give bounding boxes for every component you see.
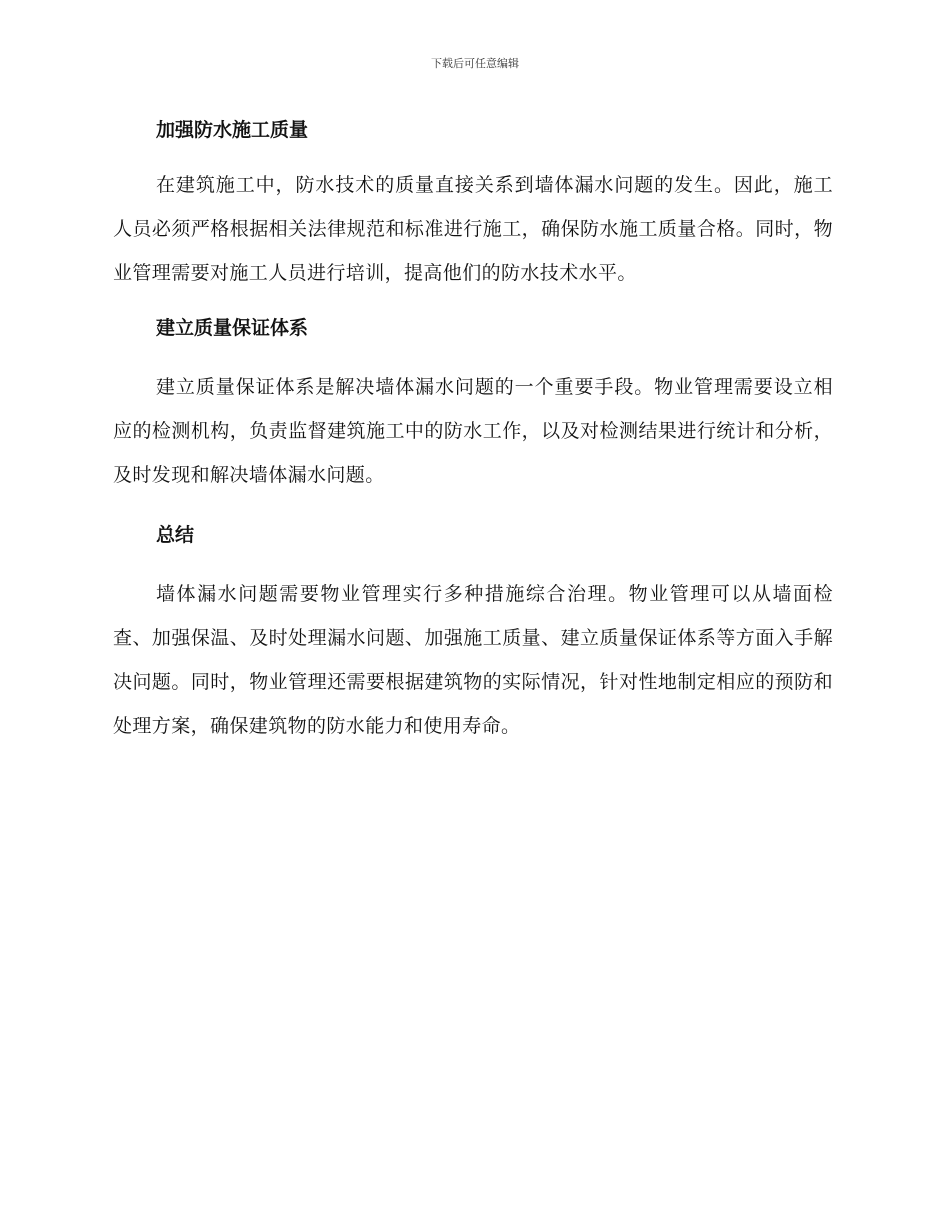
section-heading-waterproofing-quality: 加强防水施工质量	[156, 119, 309, 141]
page-header-note: 下载后可任意编辑	[431, 57, 519, 70]
section-heading-summary: 总结	[156, 524, 195, 546]
document-body	[113, 110, 833, 748]
section-paragraph-quality-assurance: 建立质量保证体系是解决墙体漏水问题的一个重要手段。物业管理需要设立相应的检测机构，负责监督建筑施工中的防水工作，以及对检测结果进行统计和分析，及时发现和解决墙体漏水问题。	[113, 376, 833, 486]
section-paragraph-summary: 墙体漏水问题需要物业管理实行多种措施综合治理。物业管理可以从墙面检查、加强保温、及时处理漏水问题、加强施工质量、建立质量保证体系等方面入手解决问题。同时，物业管理还需要根据建筑物的实际情况，针对性地制定相应的预防和处理方案，确保建筑物的防水能力和使用寿命。	[113, 583, 833, 737]
section-paragraph-waterproofing-quality: 在建筑施工中，防水技术的质量直接关系到墙体漏水问题的发生。因此，施工人员必须严格根据相关法律规范和标准进行施工，确保防水施工质量合格。同时，物业管理需要对施工人员进行培训，提高他们的防水技术水平。	[113, 174, 833, 284]
section-heading-quality-assurance: 建立质量保证体系	[156, 317, 309, 339]
